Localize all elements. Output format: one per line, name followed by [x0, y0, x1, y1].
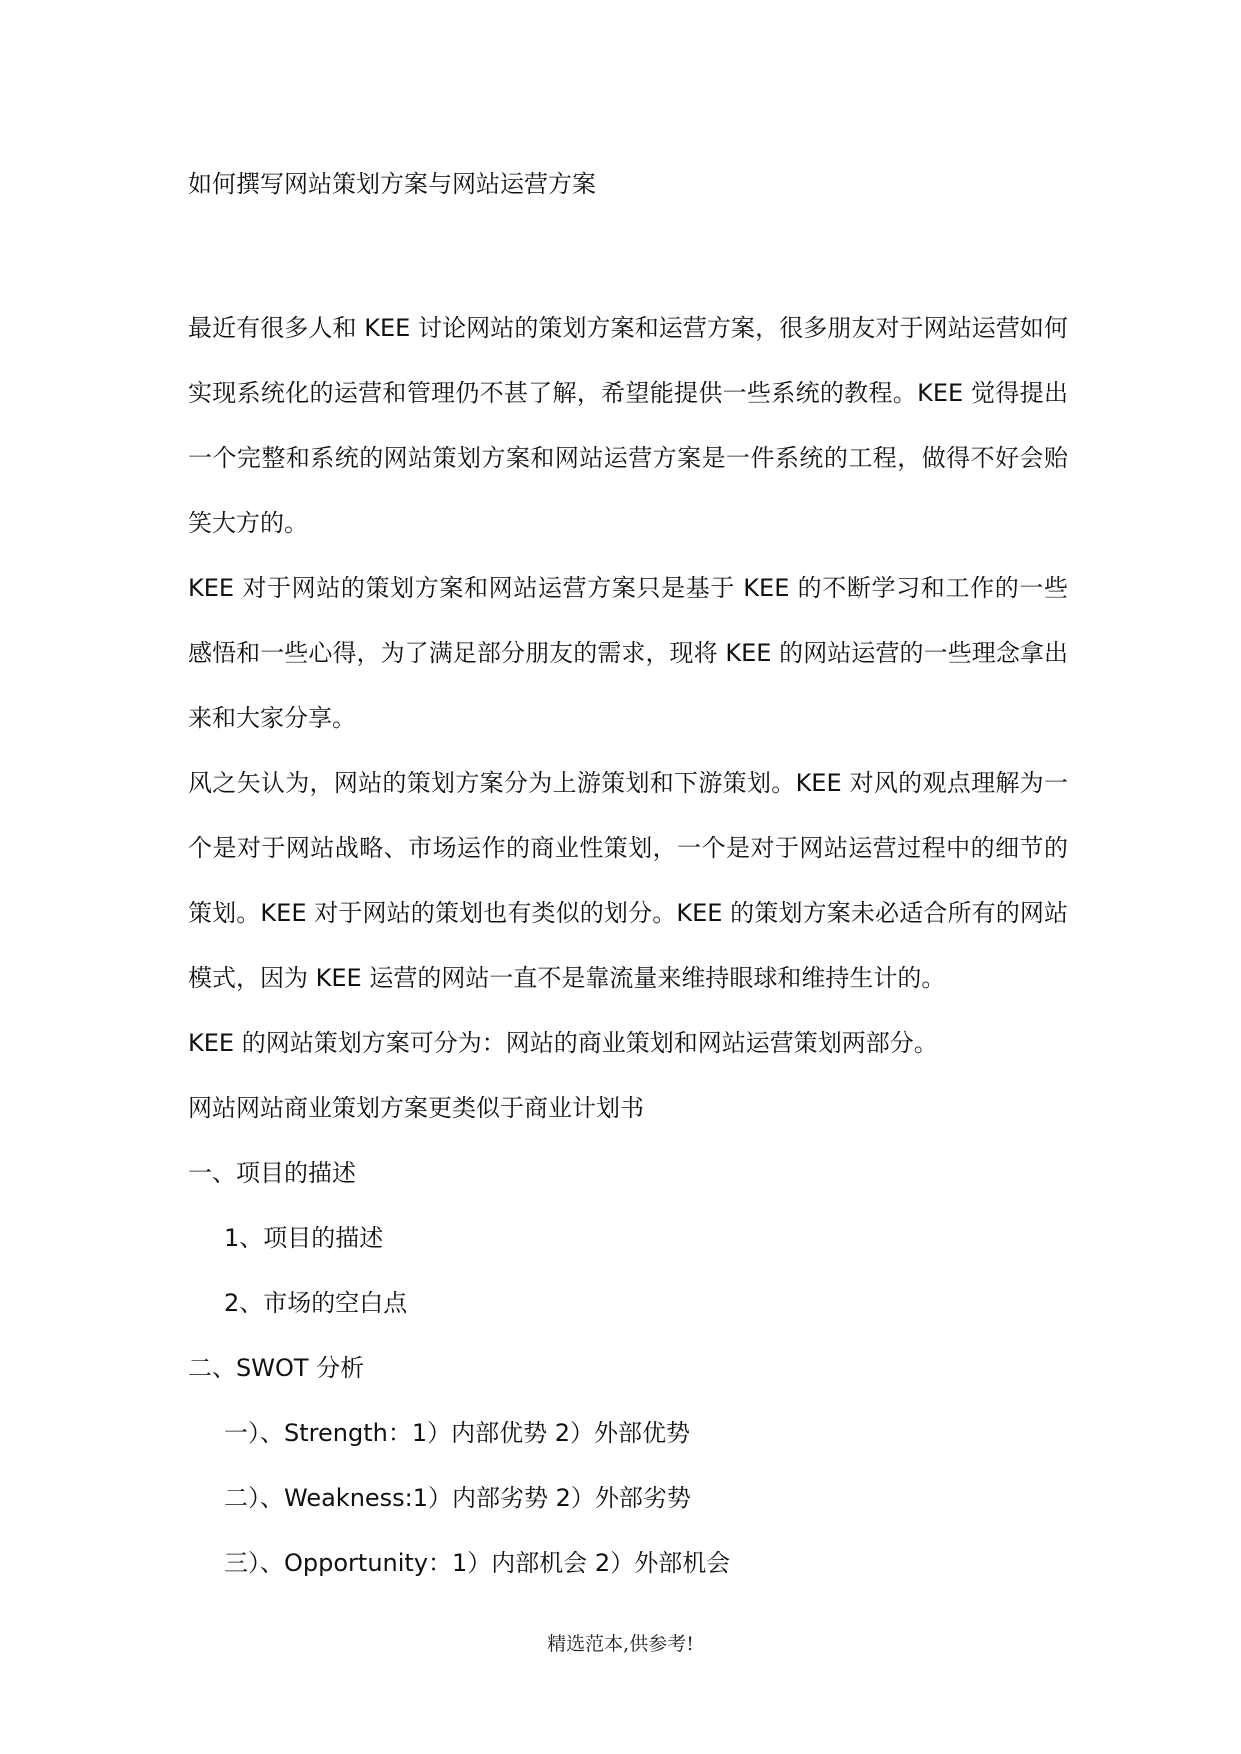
outline-item: 2、市场的空白点 [224, 1289, 408, 1317]
page-footer: 精选范本,供参考! [547, 1633, 694, 1655]
paragraph-intro: 最近有很多人和 KEE 讨论网站的策划方案和运营方案，很多朋友对于网站运营如何实现系统化的运营和管理仍不甚了解，希望能提供一些系统的教程。KEE 觉得提出一个完整和系统的网站策划方案和网站运营方案是一件系统的工程，做得不好会贻笑大方的。 [188, 314, 1068, 537]
paragraph-sharing: KEE 对于网站的策划方案和网站运营方案只是基于 KEE 的不断学习和工作的一些感悟和一些心得，为了满足部分朋友的需求，现将 KEE 的网站运营的一些理念拿出来和大家分享。 [188, 574, 1068, 732]
outline-item: 1、项目的描述 [224, 1224, 384, 1252]
document-body [188, 296, 1068, 1596]
outline-item: 三）、Opportunity：1）内部机会 2）外部机会 [224, 1549, 731, 1577]
outline-item: 一）、Strength：1）内部优势 2）外部优势 [224, 1419, 690, 1447]
outline-heading-swot: 二、SWOT 分析 [188, 1354, 365, 1382]
outline-item: 二）、Weakness:1）内部劣势 2）外部劣势 [224, 1484, 691, 1512]
outline-heading-project: 一、项目的描述 [188, 1159, 356, 1187]
paragraph-business-plan: 网站网站商业策划方案更类似于商业计划书 [188, 1094, 644, 1122]
paragraph-plan-parts: KEE 的网站策划方案可分为：网站的商业策划和网站运营策划两部分。 [188, 1029, 938, 1057]
document-title: 如何撰写网站策划方案与网站运营方案 [188, 170, 596, 198]
paragraph-planning-types: 风之矢认为，网站的策划方案分为上游策划和下游策划。KEE 对风的观点理解为一个是对于网站战略、市场运作的商业性策划，一个是对于网站运营过程中的细节的策划。KEE 对于网站的策划也有类似的划分。KEE 的策划方案未必适合所有的网站模式，因为 KEE 运营的网站一直不是靠流量来维持眼球和维持生计的。 [188, 769, 1068, 992]
